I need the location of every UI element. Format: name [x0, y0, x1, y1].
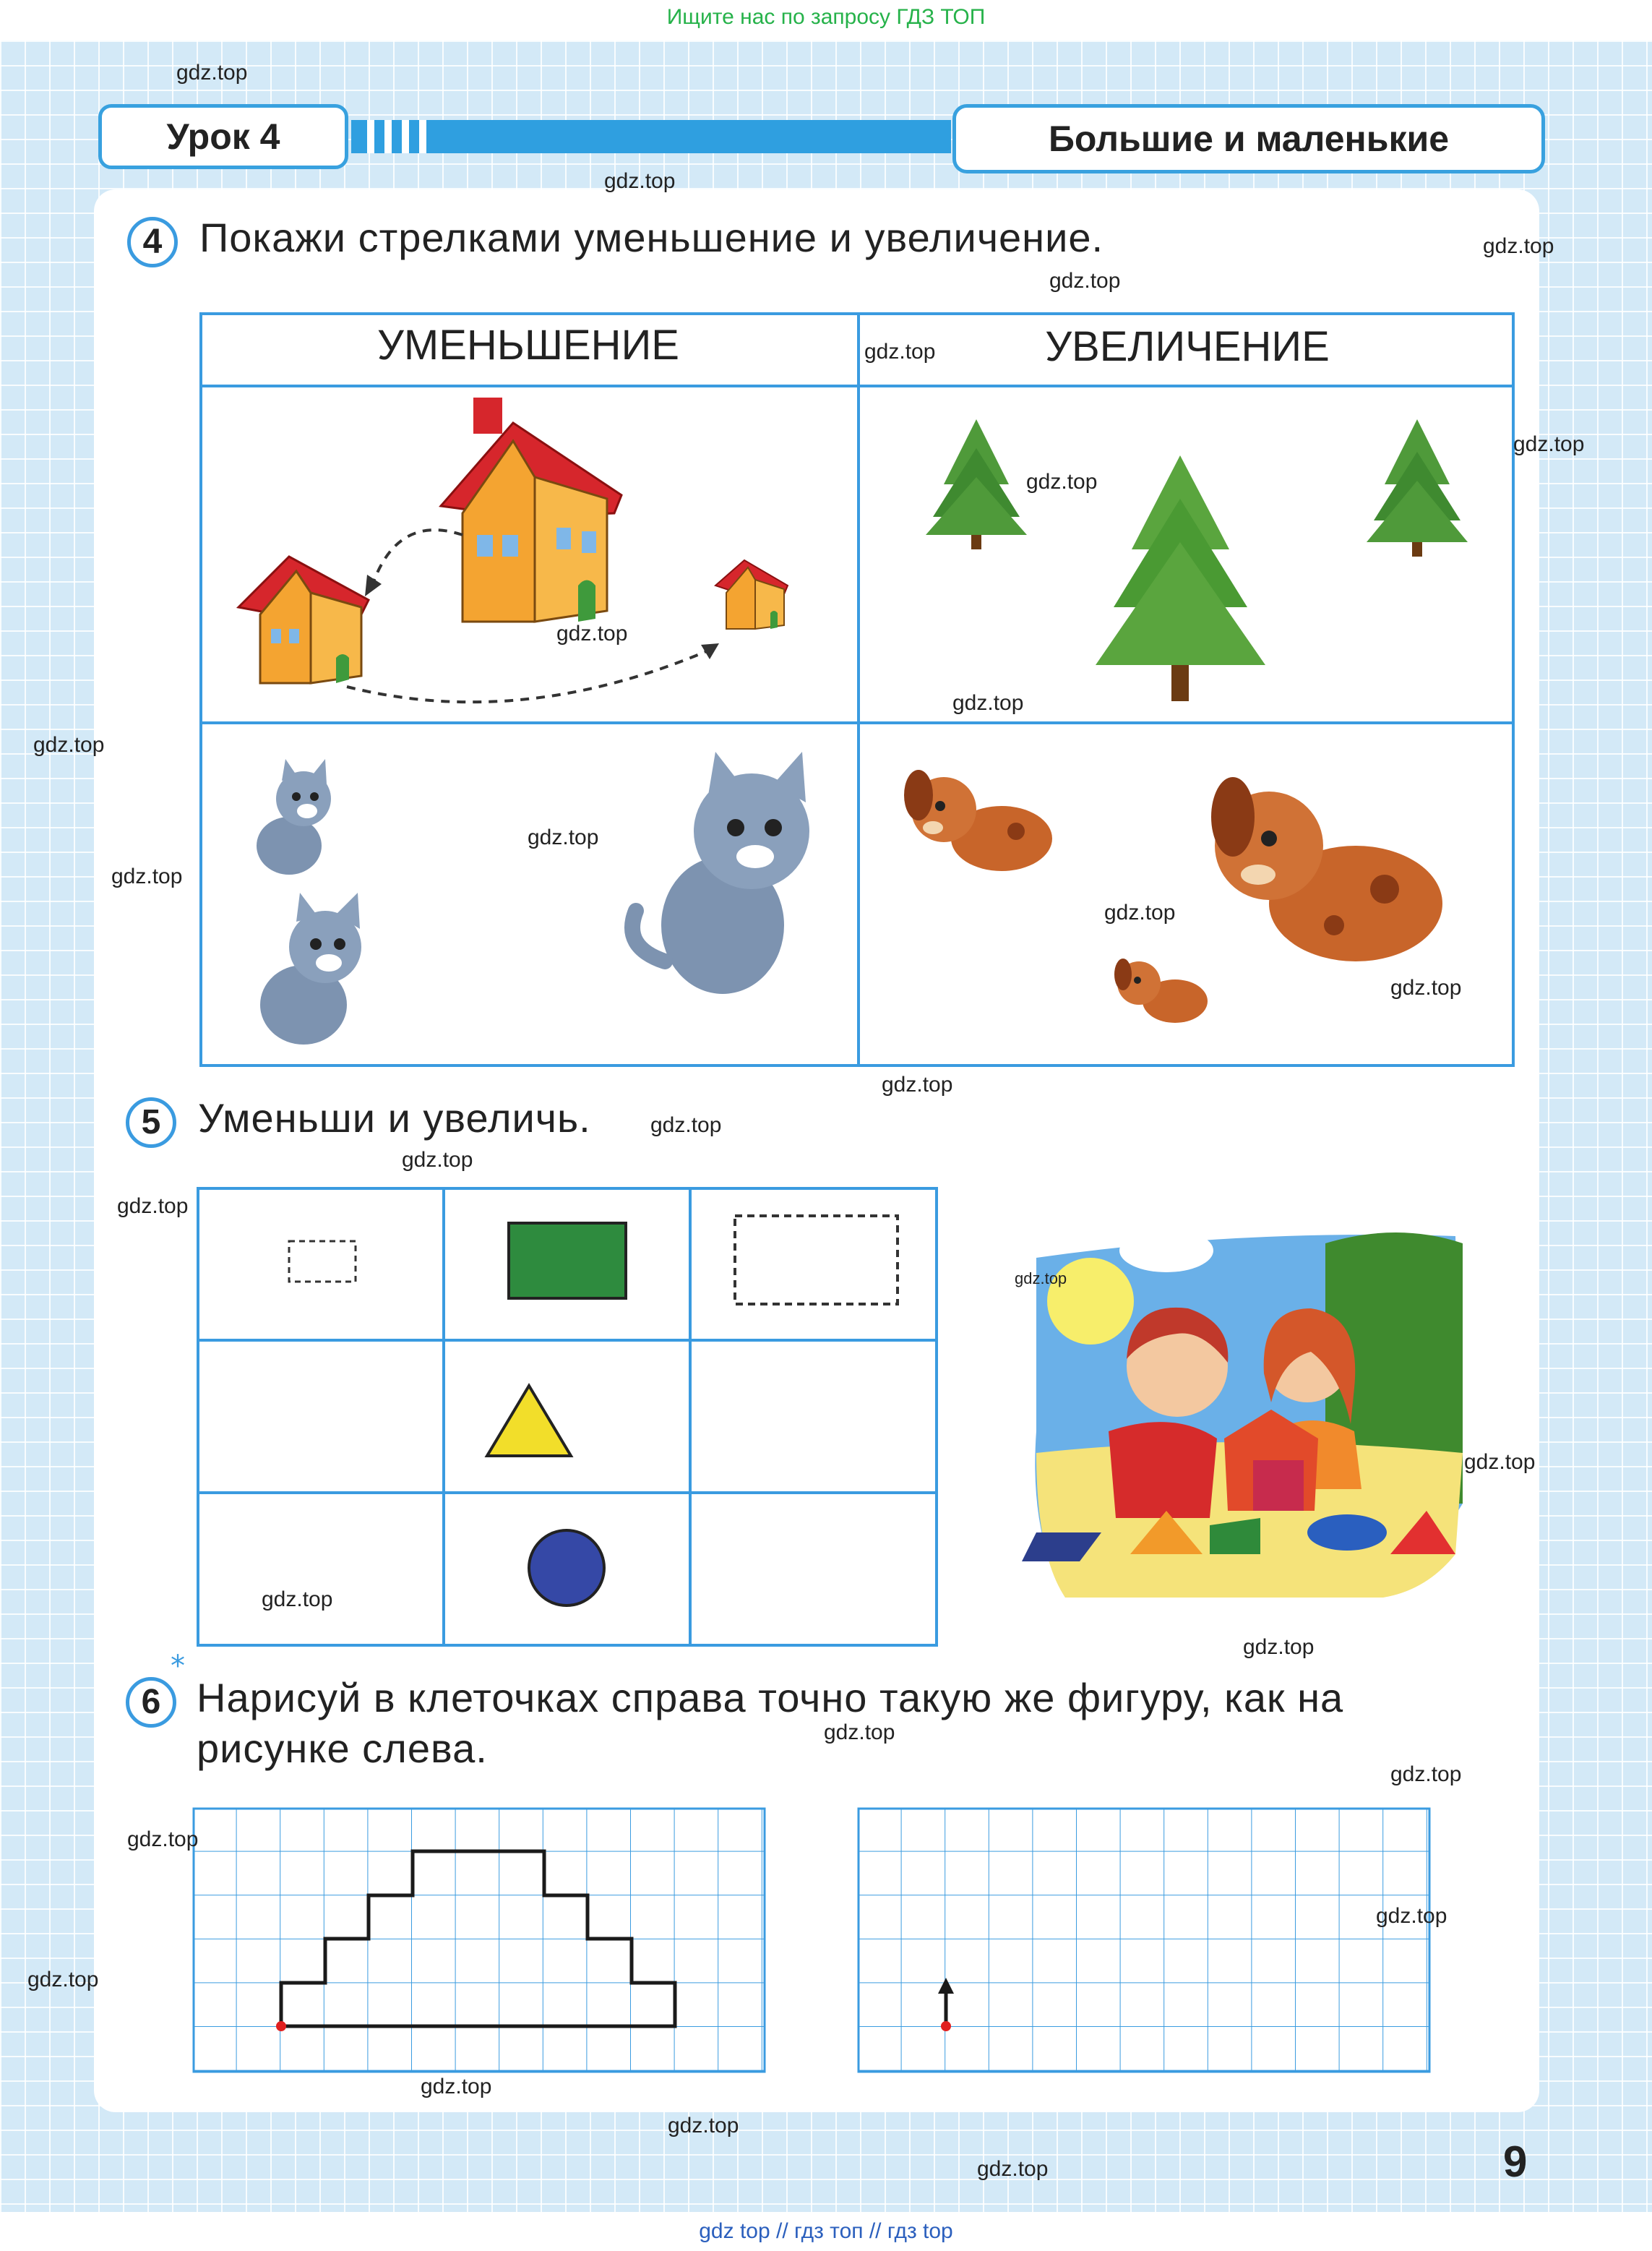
trees-picture	[864, 390, 1507, 716]
watermark: gdz.top	[668, 2114, 739, 2138]
watermark: gdz.top	[127, 1827, 199, 1851]
watermark: gdz.top	[111, 865, 183, 888]
sample-grid	[192, 1807, 770, 2082]
watermark: gdz.top	[650, 1113, 722, 1137]
blue-oval	[1307, 1514, 1387, 1551]
tree-small-left	[926, 419, 1027, 549]
header-stripe	[384, 120, 392, 153]
task-text: Уменьши и увеличь.	[198, 1095, 591, 1141]
watermark: gdz.top	[1243, 1635, 1315, 1659]
watermark: gdz.top	[33, 733, 105, 757]
watermark: gdz.top	[864, 340, 936, 364]
puppy-medium	[904, 770, 1052, 871]
top-banner[interactable]: Ищите нас по запросу ГДЗ ТОП	[666, 5, 986, 29]
watermark: gdz.top	[977, 2157, 1049, 2181]
drawing-grid[interactable]	[857, 1807, 1435, 2082]
watermark: gdz.top	[402, 1148, 473, 1172]
watermark: gdz.top	[952, 691, 1024, 715]
column-header-enlargement: УВЕЛИЧЕНИЕ	[1045, 323, 1330, 370]
arrow-head	[701, 643, 719, 659]
watermark: gdz.top	[262, 1587, 333, 1611]
houses-picture	[217, 390, 853, 716]
kittens-picture	[217, 730, 853, 1063]
watermark: gdz.top	[176, 61, 248, 85]
bottom-banner[interactable]: gdz top // гдз топ // гдз top	[699, 2219, 953, 2243]
start-point	[276, 2021, 286, 2031]
watermark: gdz.top	[1513, 432, 1585, 456]
puppy-large	[1211, 777, 1442, 961]
header-stripe	[419, 120, 426, 153]
watermark: gdz.top	[528, 826, 599, 849]
watermark: gdz.top	[421, 2075, 492, 2098]
watermark: gdz.top	[882, 1073, 953, 1097]
task-text-line1: Нарисуй в клеточках справа точно такую же фигуру, как на	[197, 1675, 1344, 1720]
start-point	[941, 2021, 951, 2031]
dashed-arrow	[372, 530, 463, 586]
task-number: 4	[127, 217, 178, 267]
tree-large	[1096, 455, 1265, 701]
green-rectangle	[509, 1223, 626, 1298]
kitten-small	[257, 759, 331, 875]
header-stripe	[402, 120, 409, 153]
watermark: gdz.top	[1376, 1904, 1447, 1928]
puppy-small	[1114, 959, 1208, 1023]
header-stripe	[367, 120, 374, 153]
header-bar	[351, 120, 951, 153]
column-header-reduction: УМЕНЬШЕНИЕ	[377, 322, 679, 369]
watermark: gdz.top	[824, 1720, 895, 1744]
watermark: gdz.top	[556, 622, 628, 646]
watermark: gdz.top	[604, 169, 676, 193]
arrow-head	[365, 575, 382, 596]
boy-shirt	[1109, 1422, 1217, 1518]
cloud	[1119, 1229, 1213, 1272]
house-small	[715, 560, 788, 629]
lesson-title: Большие и маленькие	[952, 104, 1545, 173]
watermark: gdz.top	[1015, 1269, 1067, 1287]
tree-small-right	[1367, 419, 1468, 557]
watermark: gdz.top	[1104, 901, 1176, 925]
watermark: gdz.top	[1390, 976, 1462, 1000]
shapes-table	[197, 1187, 938, 1647]
watermark: gdz.top	[1390, 1762, 1462, 1786]
blue-circle	[529, 1530, 604, 1605]
puppies-picture	[864, 730, 1507, 1063]
task-number: 6	[126, 1677, 176, 1728]
watermark: gdz.top	[1026, 470, 1098, 494]
house-large	[441, 398, 621, 622]
task-number: 5	[126, 1097, 176, 1148]
page-number: 9	[1503, 2138, 1528, 2186]
watermark: gdz.top	[1049, 269, 1121, 293]
task-text-line2: рисунке слева.	[197, 1725, 488, 1771]
table-divider	[857, 312, 860, 1067]
kitten-large	[632, 752, 809, 994]
watermark: gdz.top	[1464, 1450, 1536, 1474]
star-mark: *	[171, 1650, 185, 1683]
house-medium	[238, 557, 369, 683]
children-playing-picture	[1022, 1214, 1470, 1605]
kitten-medium	[260, 893, 361, 1045]
watermark: gdz.top	[27, 1968, 99, 1991]
watermark: gdz.top	[117, 1194, 189, 1218]
dashed-arrow	[347, 651, 708, 702]
watermark: gdz.top	[1483, 234, 1554, 258]
task-text: Покажи стрелками уменьшение и увеличение.	[199, 215, 1104, 260]
lesson-label: Урок 4	[98, 104, 348, 169]
